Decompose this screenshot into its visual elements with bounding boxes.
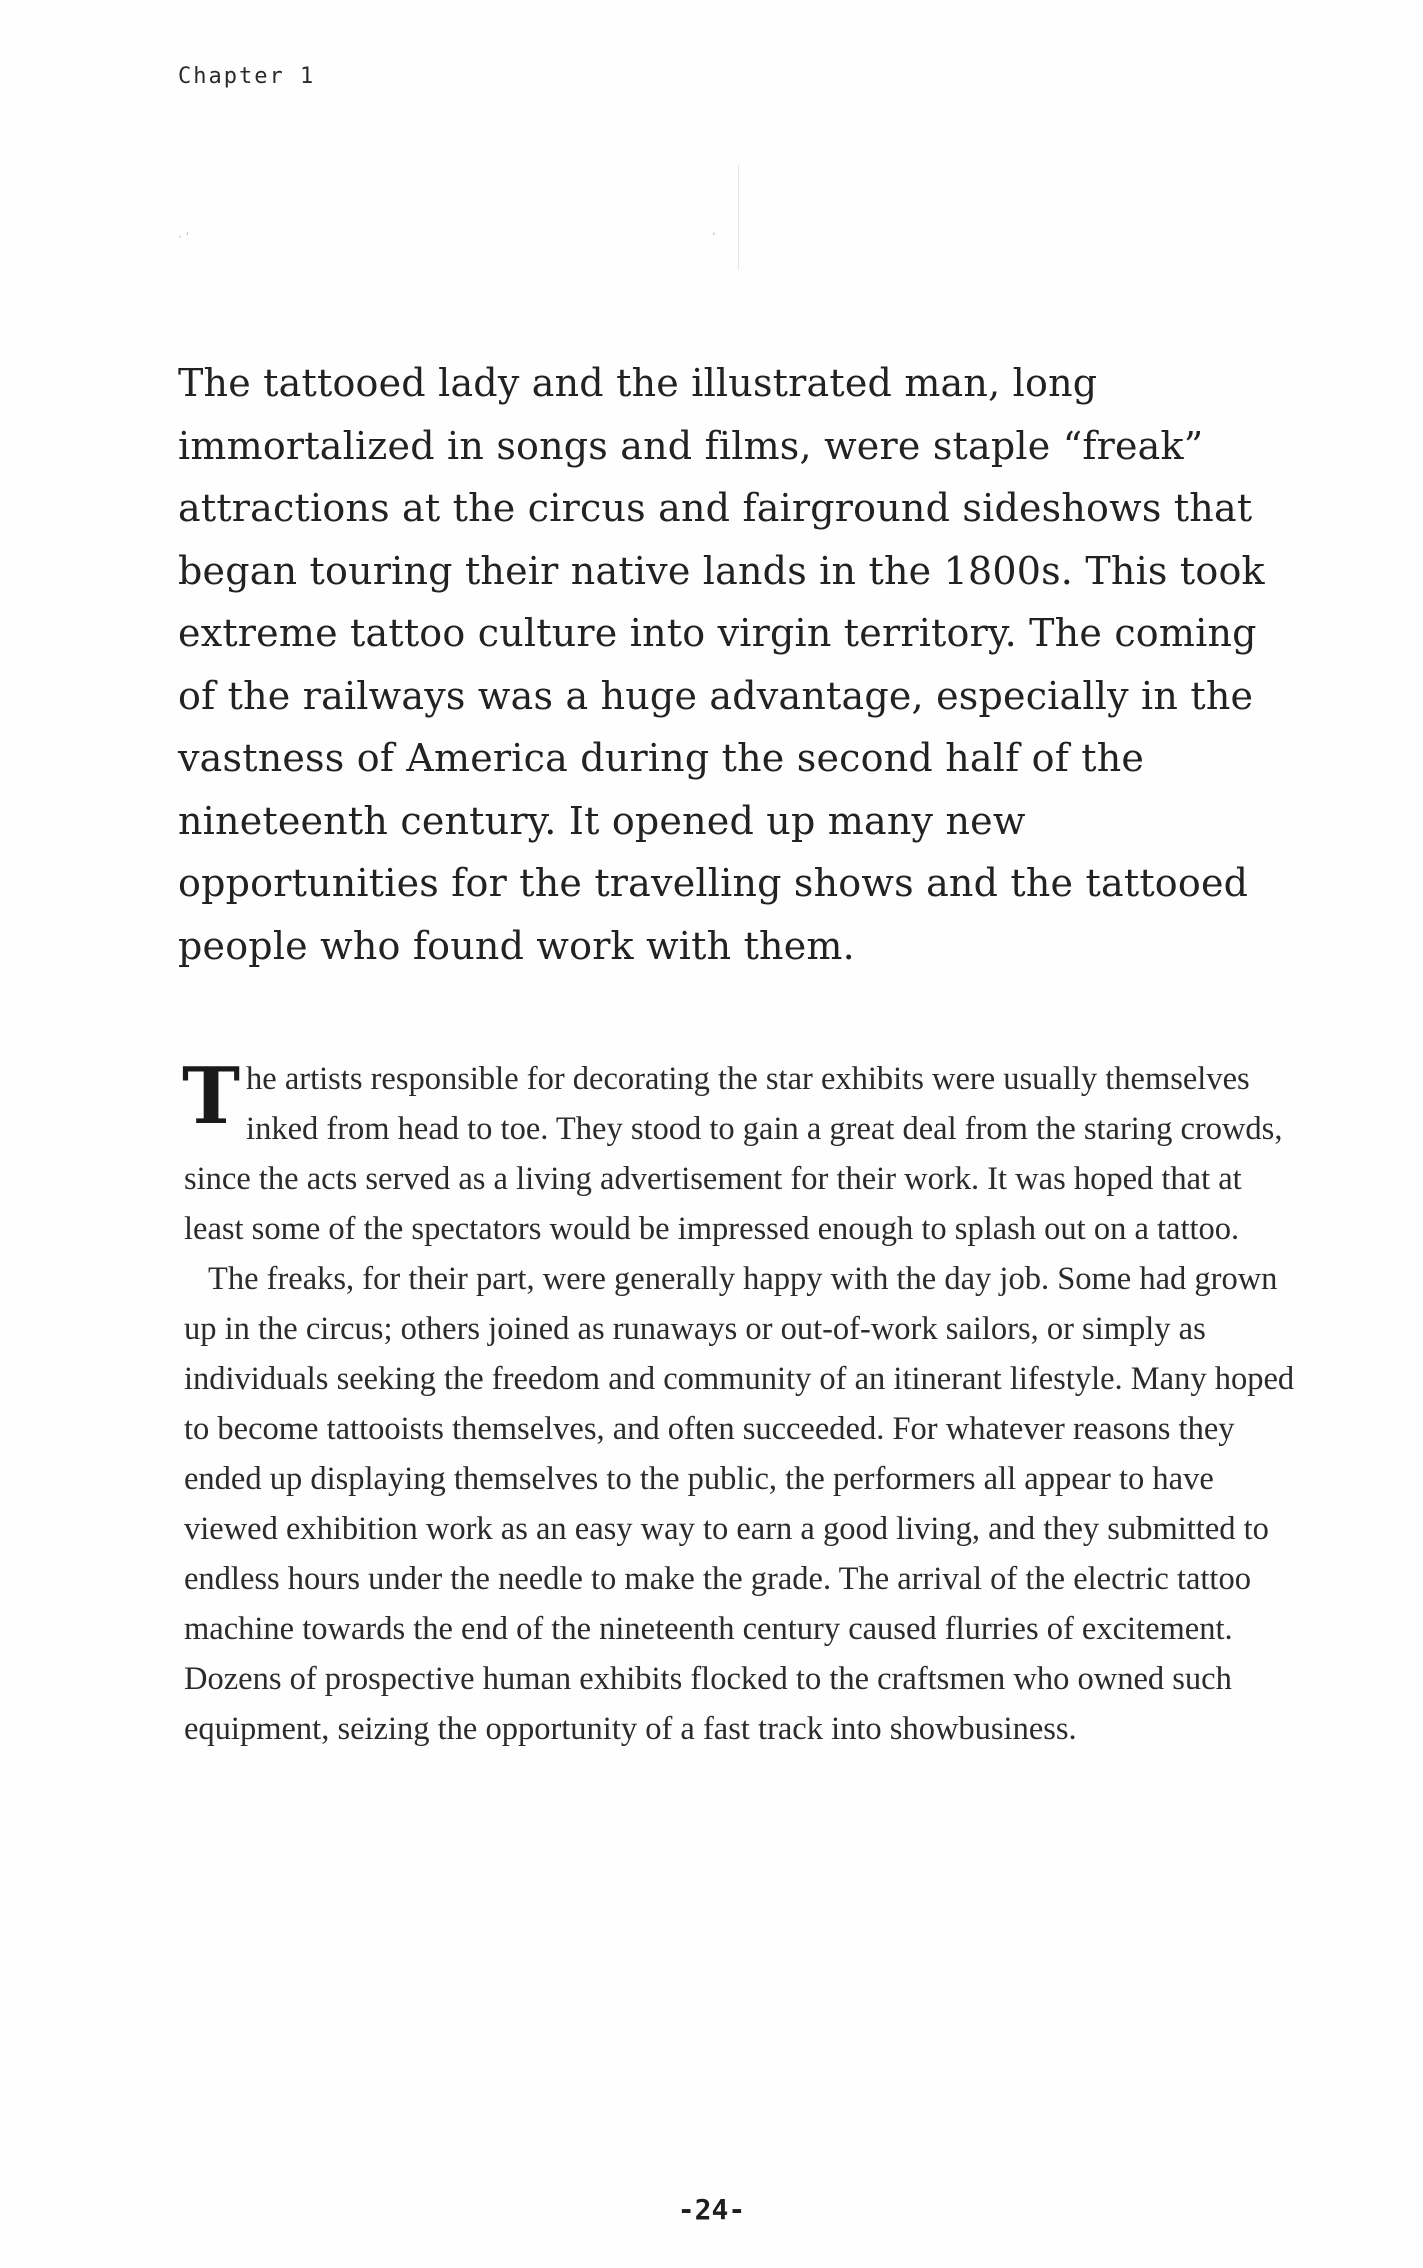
print-speck: ‘ — [712, 230, 716, 244]
print-speck: · ‘ — [178, 230, 190, 244]
page-number: -24- — [677, 2193, 746, 2226]
body-paragraph-1-text: he artists responsible for decorating the star exhibits were usually themselves inked from head to toe. They stood to gain a great deal from the staring crowds, since the acts served as a living advertisement for their work. It was hoped that at least some of the spectators would be impressed enough to splash out on a tattoo. — [184, 1061, 1283, 1247]
body-paragraph-2: The freaks, for their part, were generally happy with the day job. Some had grown up in the circus; others joined as runaways or out-of-work sailors, or simply as individuals seeking the freedom and community of an itinerant lifestyle. Many hoped to become tattooists themselves, and often succeeded. For whatever reasons they ended up displaying themselves to the public, the performers all appear to have viewed exhibition work as an easy way to earn a good living, and they submitted to endless hours under the needle to make the grade. The arrival of the electric tattoo machine towards the end of the nineteenth century caused flurries of excitement. Dozens of prospective human exhibits flocked to the craftsmen who owned such equipment, seizing the opportunity of a fast track into showbusiness. — [184, 1261, 1295, 1747]
drop-cap: T — [182, 1051, 241, 1142]
scan-artifact-line — [738, 165, 739, 270]
body-text — [182, 1051, 1304, 1754]
body-paragraph-1 — [182, 1051, 1304, 1254]
chapter-heading: Chapter 1 — [178, 64, 316, 89]
intro-paragraph: The tattooed lady and the illustrated man, long immortalized in songs and films, were staple “freak” attractions at the circus and fairground sideshows that began touring their native lands in the 1800s. This took extreme tattoo culture into virgin territory. The coming of the railways was a huge advantage, especially in the vastness of America during the second half of the nineteenth century. It opened up many new opportunities for the travelling shows and the tattooed people who found work with them. — [178, 361, 1265, 968]
